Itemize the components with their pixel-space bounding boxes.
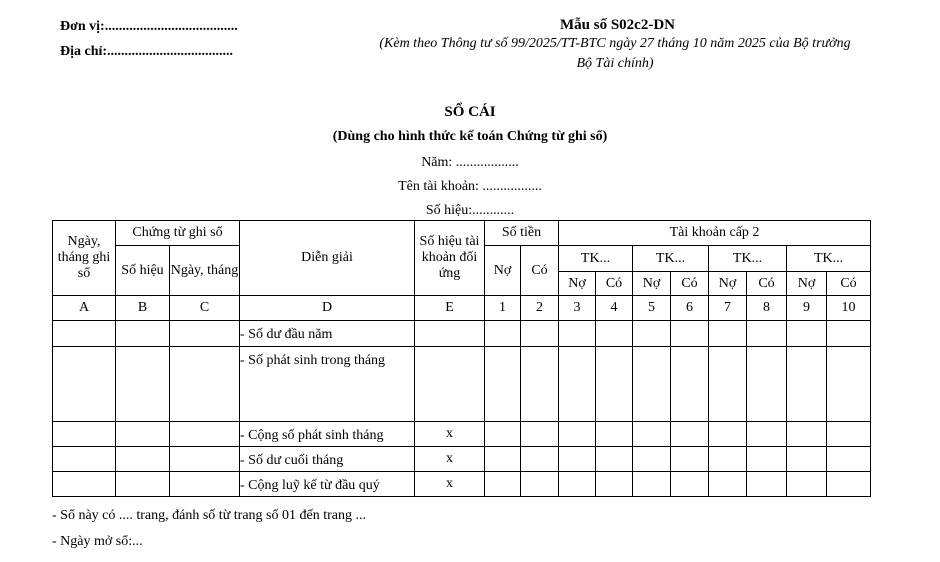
header-tk-credit-label: Có — [840, 275, 857, 291]
header-tk-credit — [596, 272, 633, 296]
header-tk-debit — [709, 272, 747, 296]
header-description-cell — [240, 221, 415, 296]
header-voucher-no: Số hiệu — [121, 262, 164, 278]
header-sub-accounts-cell — [559, 221, 871, 246]
header-tk-3 — [709, 246, 787, 272]
header-credit: Có — [531, 262, 548, 278]
row-contra: x — [415, 447, 485, 472]
ledger-title: SỔ CÁI — [444, 104, 496, 120]
ledger-subtitle: (Dùng cho hình thức kế toán Chứng từ ghi sổ) — [332, 129, 608, 144]
header-voucher-date: Ngày, tháng — [170, 262, 239, 278]
header-contra: Số hiệu tài khoản đối ứng — [419, 234, 480, 281]
header-tk-debit — [633, 272, 671, 296]
row-description: - Cộng luỹ kế từ đầu quý — [240, 472, 415, 497]
header-tk-debit-label: Nợ — [642, 275, 661, 291]
code-cell: 7 — [709, 296, 747, 321]
header-description: Diễn giải — [301, 250, 353, 265]
header-tk-debit-label: Nợ — [568, 275, 586, 291]
code-cell: C — [170, 296, 240, 321]
header-voucher: Chứng từ ghi sổ — [132, 225, 223, 240]
ledger-table — [52, 220, 871, 497]
header-tk-credit — [747, 272, 787, 296]
header-tk-4 — [787, 246, 871, 272]
code-cell: 6 — [671, 296, 709, 321]
header-tk-label: TK... — [580, 250, 611, 266]
code-cell: D — [240, 296, 415, 321]
header-tk-credit — [827, 272, 871, 296]
code-cell: 3 — [559, 296, 596, 321]
header-tk-1 — [559, 246, 633, 272]
header-tk-debit-label: Nợ — [718, 275, 737, 291]
table-row — [53, 347, 871, 422]
header-tk-label: TK... — [732, 250, 763, 266]
account-name-field: Tên tài khoản: ................. — [398, 179, 542, 194]
row-description: - Số dư đầu năm — [240, 321, 415, 347]
year-field: Năm: .................. — [421, 155, 519, 170]
form-number: Mẫu số S02c2-DN — [560, 17, 675, 33]
header-voucher-date-cell — [170, 246, 240, 296]
header-tk-2 — [633, 246, 709, 272]
header-credit-cell — [521, 246, 559, 296]
header-date: Ngày, tháng ghi sổ — [57, 234, 111, 281]
code-cell: 9 — [787, 296, 827, 321]
row-description: - Số phát sinh trong tháng — [240, 347, 415, 422]
table-row — [53, 321, 871, 347]
header-tk-credit-label: Có — [605, 275, 623, 291]
unit-label: Đơn vị:...................................... — [60, 19, 238, 34]
code-cell: 5 — [633, 296, 671, 321]
header-voucher-cell — [116, 221, 240, 246]
code-cell: A — [53, 296, 116, 321]
code-cell: 2 — [521, 296, 559, 321]
header-debit-cell — [485, 246, 521, 296]
table-row — [53, 447, 871, 472]
header-voucher-no-cell — [116, 246, 170, 296]
header-debit: Nợ — [493, 262, 512, 278]
row-description: - Cộng số phát sinh tháng — [240, 422, 415, 447]
header-amount-cell — [485, 221, 559, 246]
pages-note: - Sổ này có .... trang, đánh số từ trang số 01 đến trang ... — [52, 508, 366, 523]
row-description: - Số dư cuối tháng — [240, 447, 415, 472]
code-cell: E — [415, 296, 485, 321]
code-row — [53, 296, 871, 321]
code-cell: 10 — [827, 296, 871, 321]
code-cell: B — [116, 296, 170, 321]
header-tk-debit — [559, 272, 596, 296]
code-cell: 8 — [747, 296, 787, 321]
header-amount: Số tiền — [501, 225, 542, 240]
header-date-cell — [53, 221, 116, 296]
code-cell: 4 — [596, 296, 633, 321]
header-sub-accounts: Tài khoản cấp 2 — [669, 225, 760, 240]
header-tk-label: TK... — [655, 250, 686, 266]
form-note: (Kèm theo Thông tư số 99/2025/TT-BTC ngày 27 tháng 10 năm 2025 của Bộ trưởng Bộ Tài chính) — [379, 36, 851, 71]
header-tk-debit-label: Nợ — [797, 275, 816, 291]
row-contra — [415, 321, 485, 347]
address-label: Địa chỉ:.................................... — [60, 44, 234, 59]
header-tk-debit — [787, 272, 827, 296]
header-tk-credit-label: Có — [758, 275, 775, 291]
table-row — [53, 422, 871, 447]
row-contra: x — [415, 472, 485, 497]
table-row — [53, 472, 871, 497]
row-contra: x — [415, 422, 485, 447]
account-code-field: Số hiệu:............ — [425, 203, 515, 218]
row-contra — [415, 347, 485, 422]
open-date-note: - Ngày mở sổ:... — [52, 534, 143, 549]
code-cell: 1 — [485, 296, 521, 321]
header-tk-credit-label: Có — [681, 275, 698, 291]
header-contra-cell — [415, 221, 485, 296]
header-tk-label: TK... — [813, 250, 844, 266]
header-tk-credit — [671, 272, 709, 296]
